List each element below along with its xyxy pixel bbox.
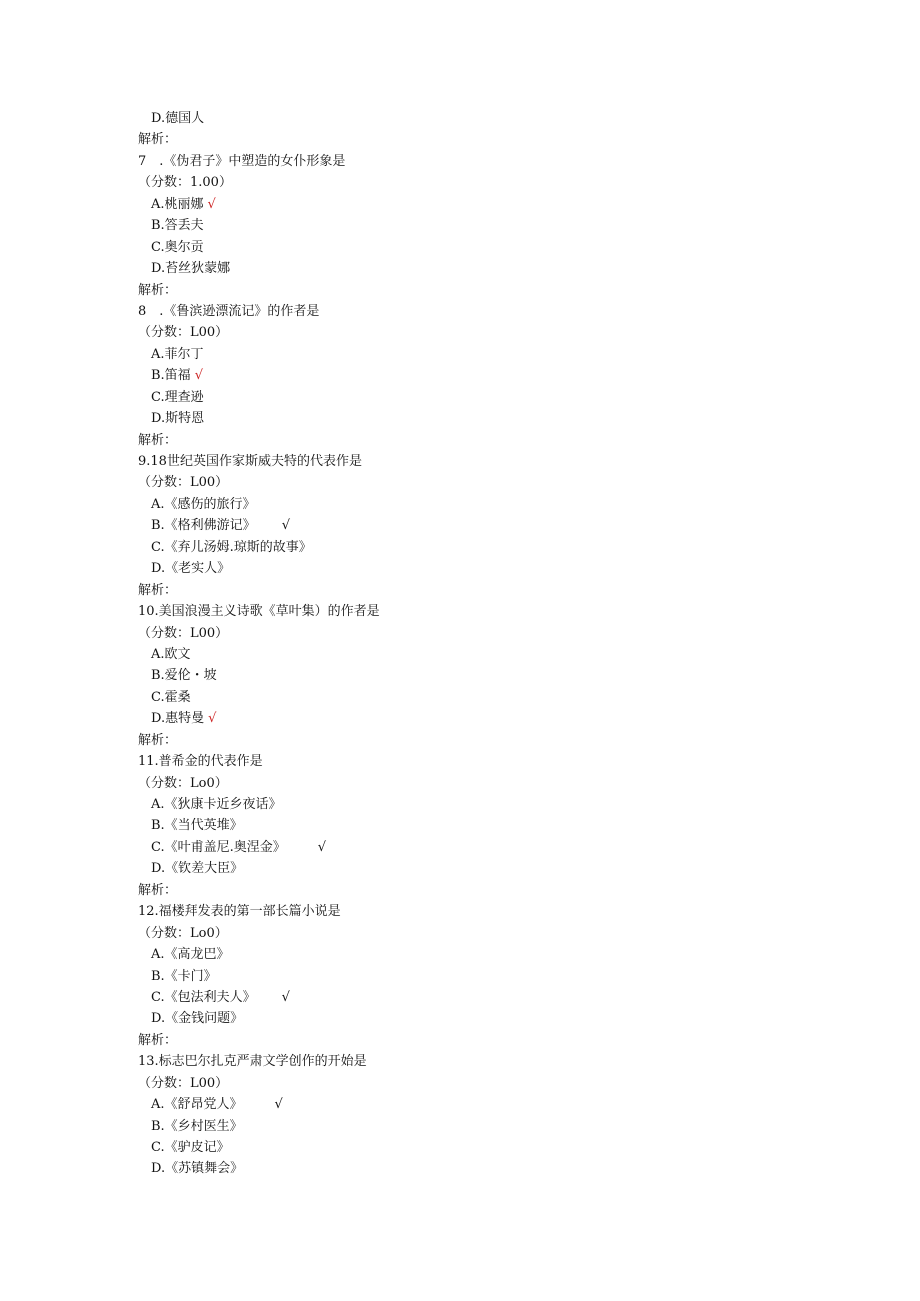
analysis-label: 解析： — [138, 432, 178, 448]
option-text: D.《老实人》 — [151, 561, 231, 577]
option-line — [0, 794, 920, 815]
question-title: 10.美国浪漫主义诗歌《草叶集）的作者是 — [138, 604, 380, 620]
option-text: B.《格利佛游记》 — [151, 518, 256, 534]
analysis-label: 解析： — [138, 132, 178, 148]
question-block — [0, 151, 920, 301]
option-line — [0, 408, 920, 429]
document-page — [0, 108, 920, 1180]
option-line — [0, 708, 920, 729]
option-text: A.欧文 — [151, 646, 191, 662]
option-text: B.《当代英堆》 — [151, 818, 243, 834]
question-block — [0, 451, 920, 601]
option-text: D.《苏镇舞会》 — [151, 1161, 244, 1177]
option-text: D.《钦差大臣》 — [151, 861, 244, 877]
option-text: A.《感伤的旅行》 — [151, 496, 256, 512]
option-line — [0, 258, 920, 279]
option-text: C.《弃儿汤姆.琼斯的故事》 — [151, 539, 312, 555]
option-text: D.《金钱问题》 — [151, 1011, 244, 1027]
question-block — [0, 1051, 920, 1180]
option-text: C.奥尔贡 — [151, 239, 204, 255]
option-line — [0, 537, 920, 558]
option-line — [0, 1094, 920, 1115]
option-line — [0, 966, 920, 987]
option-text: D.斯特恩 — [151, 411, 205, 427]
question-block — [0, 301, 920, 451]
option-line — [0, 1008, 920, 1029]
correct-check-icon: √ — [208, 711, 217, 727]
option-text: C.《驴皮记》 — [151, 1140, 230, 1155]
analysis-label: 解析： — [138, 582, 178, 598]
question-score: （分数：Lo0） — [138, 775, 228, 791]
option-line — [0, 665, 920, 686]
correct-check-icon: √ — [194, 368, 203, 384]
analysis-label: 解析： — [138, 1032, 178, 1048]
question-title: 12.福楼拜发表的第一部长篇小说是 — [138, 904, 341, 920]
question-title: 7 .《伪君子》中塑造的女仆形象是 — [138, 153, 346, 169]
option-line — [0, 344, 920, 365]
correct-check-icon: √ — [281, 989, 290, 1005]
question-score: （分数：L00） — [138, 325, 229, 341]
option-text: C.《包法利夫人》 — [151, 989, 256, 1005]
question-title: 11.普希金的代表作是 — [138, 754, 263, 770]
option-text: A.《狄康卡近乡夜话》 — [151, 797, 282, 812]
question-title: 8 .《鲁滨逊漂流记》的作者是 — [138, 303, 320, 319]
option-text: D.德国人 — [151, 111, 205, 126]
option-line — [0, 215, 920, 236]
option-line — [0, 837, 920, 858]
question-block — [0, 751, 920, 901]
option-line — [0, 194, 920, 215]
option-text: B.爱伦・坡 — [151, 668, 217, 684]
option-line — [0, 644, 920, 665]
option-text: D.苔丝狄蒙娜 — [151, 261, 231, 277]
question-score: （分数：Lo0） — [138, 925, 228, 941]
correct-check-icon: √ — [281, 518, 290, 534]
option-line — [0, 944, 920, 965]
analysis-label: 解析： — [138, 882, 178, 898]
question-score: （分数：L00） — [138, 1075, 229, 1091]
option-line — [0, 687, 920, 708]
question-score: （分数：L00） — [138, 475, 229, 491]
option-text: B.《卡门》 — [151, 968, 217, 984]
option-line — [0, 515, 920, 536]
option-text: C.《叶甫盖尼.奥涅金》 — [151, 839, 286, 855]
option-line — [0, 987, 920, 1008]
option-line — [0, 1158, 920, 1179]
option-line — [0, 494, 920, 515]
option-text: B.笛福 — [151, 368, 191, 384]
question-block — [0, 601, 920, 751]
option-text: A.菲尔丁 — [151, 346, 204, 362]
option-text: B.《乡村医生》 — [151, 1118, 243, 1134]
analysis-label: 解析： — [138, 732, 178, 748]
option-text: A.《舒昂党人》 — [151, 1097, 243, 1113]
option-text: A.《高龙巴》 — [151, 947, 230, 963]
option-text: C.霍桑 — [151, 689, 191, 705]
question-title: 9.18世纪英国作家斯威夫特的代表作是 — [138, 454, 362, 469]
option-text: A.桃丽娜 — [151, 196, 204, 212]
option-text: B.答丢夫 — [151, 218, 204, 234]
correct-check-icon: √ — [207, 196, 216, 212]
option-line — [0, 858, 920, 879]
question-score: （分数：L00） — [138, 625, 229, 641]
question-block — [0, 901, 920, 1051]
analysis-label: 解析： — [138, 282, 178, 298]
option-line — [0, 558, 920, 579]
option-text: D.惠特曼 — [151, 711, 205, 727]
option-line — [0, 237, 920, 258]
question-title: 13.标志巴尔扎克严肃文学创作的开始是 — [138, 1054, 367, 1070]
option-line — [0, 108, 920, 129]
option-line — [0, 1116, 920, 1137]
option-line — [0, 387, 920, 408]
option-line — [0, 1137, 920, 1158]
question-score: （分数：1.00） — [138, 175, 232, 191]
correct-check-icon: √ — [317, 839, 327, 855]
correct-check-icon: √ — [274, 1097, 283, 1113]
option-text: C.理查逊 — [151, 389, 204, 405]
option-line — [0, 365, 920, 386]
option-line — [0, 815, 920, 836]
